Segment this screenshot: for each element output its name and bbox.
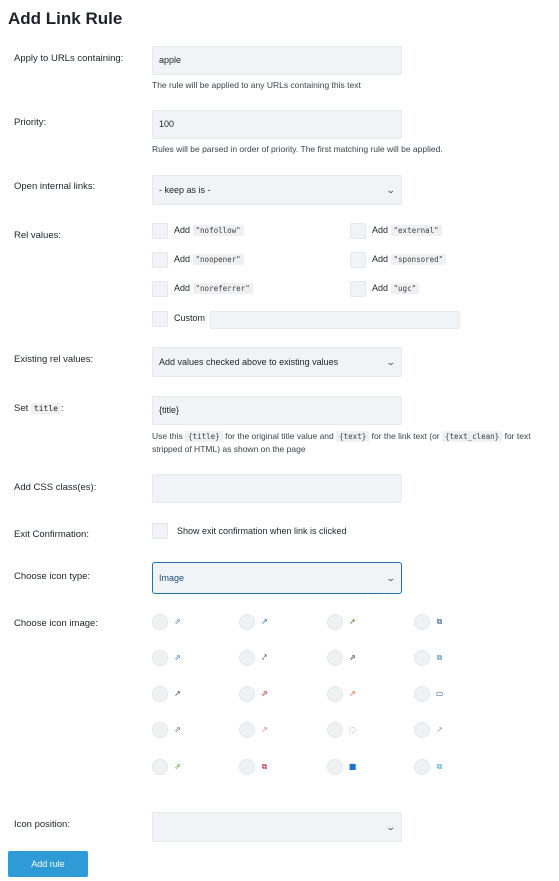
icon-image-radio[interactable] — [327, 650, 343, 666]
urls-label: Apply to URLs containing: — [14, 53, 124, 64]
chevron-down-icon: ⌄ — [386, 185, 397, 195]
existing-rel-value: Add values checked above to existing values — [159, 357, 339, 367]
external-link-icon-14: ↗ — [261, 725, 268, 734]
rel-values-label: Rel values: — [14, 230, 61, 241]
set-title-input[interactable]: {title} — [152, 396, 402, 425]
exit-confirm-checkbox-label: Show exit confirmation when link is clicked — [177, 526, 347, 536]
icon-image-radio[interactable] — [152, 650, 168, 666]
external-link-icon-5: ⇗ — [174, 653, 181, 662]
rel-noopener-checkbox[interactable] — [152, 252, 168, 268]
icon-image-radio[interactable] — [327, 759, 343, 775]
icon-image-radio[interactable] — [152, 722, 168, 738]
priority-label: Priority: — [14, 117, 47, 128]
external-link-icon-8: ⧉ — [436, 653, 443, 662]
external-link-icon-12: ▭ — [435, 689, 444, 698]
rel-external-label: Add "external" — [372, 225, 442, 235]
existing-rel-select[interactable] — [152, 347, 402, 377]
icon-image-radio[interactable] — [239, 759, 255, 775]
css-class-input[interactable] — [152, 474, 402, 503]
rel-nofollow-checkbox[interactable] — [152, 223, 168, 239]
icon-image-radio[interactable] — [327, 722, 343, 738]
icon-image-radio[interactable] — [152, 759, 168, 775]
add-rule-button[interactable]: Add rule — [8, 851, 88, 877]
external-link-icon-2: ↗ — [261, 617, 268, 626]
page-title: Add Link Rule — [8, 9, 123, 28]
rel-custom-label: Custom — [174, 313, 206, 323]
priority-help: Rules will be parsed in order of priority. The first matching rule will be applied. — [152, 144, 443, 154]
external-link-icon-20: ⧉ — [436, 762, 443, 771]
chevron-down-icon: ⌄ — [386, 357, 397, 367]
urls-help: The rule will be applied to any URLs containing this text — [152, 80, 361, 90]
icon-image-radio[interactable] — [327, 686, 343, 702]
external-link-icon-15: ◌ — [349, 725, 356, 734]
external-link-icon-17: ⇗ — [174, 762, 181, 771]
priority-input[interactable]: 100 — [152, 110, 402, 139]
urls-input[interactable]: apple — [152, 46, 402, 75]
icon-image-radio[interactable] — [414, 686, 430, 702]
external-link-icon-6: ⤤ — [262, 653, 267, 662]
external-link-icon-1: ⇗ — [174, 617, 181, 626]
external-link-icon-7: ⇗ — [349, 653, 356, 662]
icon-image-radio[interactable] — [239, 614, 255, 630]
rel-sponsored-label: Add "sponsored" — [372, 254, 446, 264]
external-link-icon-13: ⇗ — [174, 725, 181, 734]
icon-image-radio[interactable] — [239, 722, 255, 738]
external-link-icon-11: ↗ — [349, 689, 356, 698]
rel-noreferrer-checkbox[interactable] — [152, 281, 168, 297]
rel-noopener-label: Add "noopener" — [174, 254, 244, 264]
rel-ugc-label: Add "ugc" — [372, 283, 419, 293]
icon-position-select[interactable] — [152, 812, 402, 842]
external-link-icon-4: ⧉ — [436, 617, 443, 626]
set-title-label: Set title : — [14, 403, 64, 414]
chevron-down-icon: ⌄ — [386, 573, 397, 583]
icon-image-radio[interactable] — [414, 614, 430, 630]
rel-noreferrer-label: Add "noreferrer" — [174, 283, 253, 293]
icon-image-radio[interactable] — [239, 650, 255, 666]
icon-type-label: Choose icon type: — [14, 571, 91, 582]
rel-ugc-checkbox[interactable] — [350, 281, 366, 297]
exit-confirm-label: Exit Confirmation: — [14, 529, 89, 540]
css-class-label: Add CSS class(es): — [14, 482, 97, 493]
icon-image-radio[interactable] — [414, 650, 430, 666]
icon-position-label: Icon position: — [14, 819, 70, 830]
external-link-icon-10: ⇗ — [261, 689, 268, 698]
open-internal-label: Open internal links: — [14, 181, 96, 192]
icon-image-radio[interactable] — [152, 614, 168, 630]
icon-type-value: Image — [159, 573, 185, 583]
rel-nofollow-label: Add "nofollow" — [174, 225, 244, 235]
rel-custom-input[interactable] — [210, 311, 460, 329]
external-link-icon-3: ➚ — [349, 617, 356, 626]
icon-image-radio[interactable] — [414, 722, 430, 738]
external-link-icon-19: ■ — [348, 762, 357, 771]
external-link-icon-9: ↗ — [174, 689, 181, 698]
rel-external-checkbox[interactable] — [350, 223, 366, 239]
chevron-down-icon: ⌄ — [386, 822, 397, 832]
icon-image-label: Choose icon image: — [14, 618, 98, 629]
external-link-icon-16: ↗ — [436, 725, 443, 734]
existing-rel-label: Existing rel values: — [14, 354, 94, 365]
external-link-icon-18: ⧉ — [261, 762, 268, 771]
open-internal-value: - keep as is - — [159, 185, 211, 195]
exit-confirm-checkbox[interactable] — [152, 523, 168, 539]
rel-sponsored-checkbox[interactable] — [350, 252, 366, 268]
icon-image-radio[interactable] — [327, 614, 343, 630]
icon-image-radio[interactable] — [239, 686, 255, 702]
icon-type-select[interactable] — [152, 562, 402, 594]
rel-custom-checkbox[interactable] — [152, 311, 168, 327]
icon-image-radio[interactable] — [414, 759, 430, 775]
icon-image-radio[interactable] — [152, 686, 168, 702]
set-title-help: Use this {title} for the original title value and {text} for the link text (or {text_clean} for text stripped of HTML) as shown on the page — [152, 431, 531, 454]
open-internal-select[interactable] — [152, 175, 402, 205]
